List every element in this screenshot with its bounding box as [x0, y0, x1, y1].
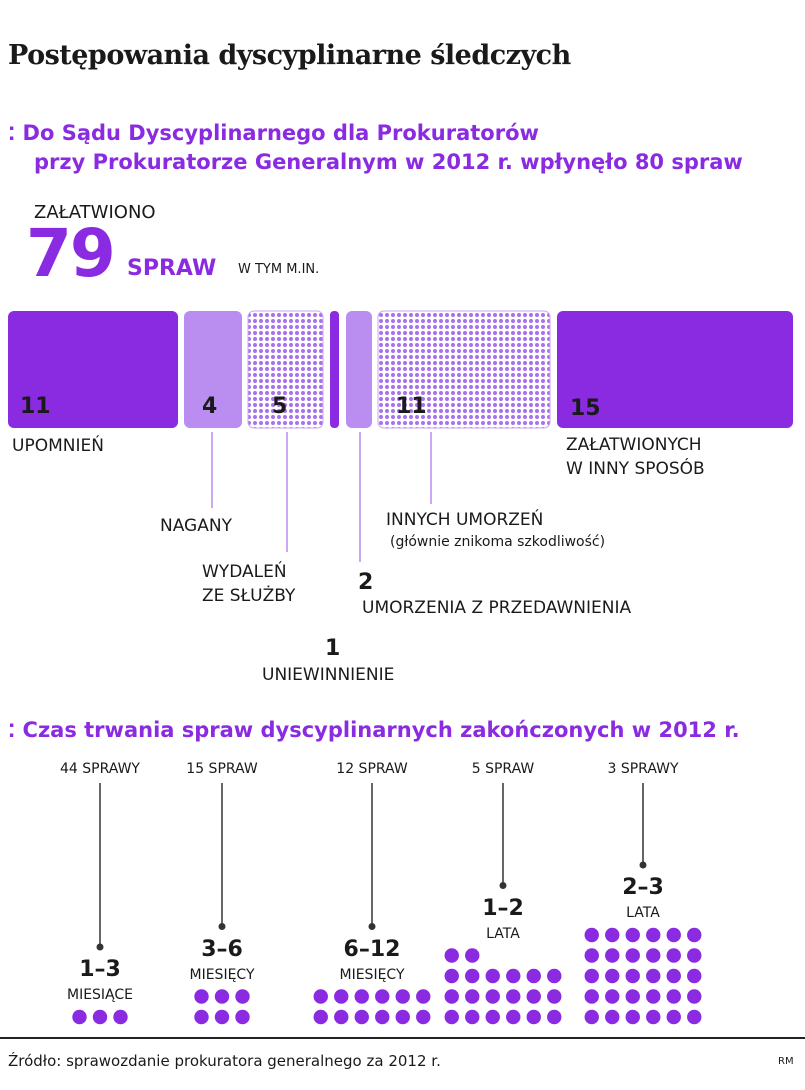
- duration-dot: [416, 1010, 430, 1024]
- category-note: (głównie znikoma szkodliwość): [390, 534, 606, 550]
- duration-dot: [72, 1010, 86, 1024]
- duration-dot: [667, 969, 681, 983]
- duration-unit: LATA: [626, 905, 660, 921]
- duration-dot: [93, 1010, 107, 1024]
- category-label: UMORZENIA Z PRZEDAWNIENIA: [362, 598, 632, 618]
- category-label: NAGANY: [160, 516, 232, 536]
- duration-dot: [687, 1010, 701, 1024]
- page-title: Postępowania dyscyplinarne śledczych: [8, 40, 571, 71]
- duration-dot: [585, 989, 599, 1003]
- duration-dot: [626, 1010, 640, 1024]
- leader-end-dot: [97, 944, 104, 951]
- duration-dot: [667, 928, 681, 942]
- duration-dot: [334, 1010, 348, 1024]
- duration-dot: [486, 969, 500, 983]
- duration-dot: [667, 1010, 681, 1024]
- duration-dot: [585, 948, 599, 962]
- duration-dot: [585, 1010, 599, 1024]
- duration-dot: [626, 928, 640, 942]
- duration-dot: [605, 989, 619, 1003]
- duration-dot: [113, 1010, 127, 1024]
- duration-dot: [527, 1010, 541, 1024]
- duration-dot: [527, 969, 541, 983]
- duration-dot: [687, 928, 701, 942]
- bar-value: 2: [358, 570, 374, 595]
- category-label: INNYCH UMORZEŃ: [386, 510, 544, 530]
- bar-value: 11: [20, 394, 51, 419]
- bar-value: 1: [325, 636, 341, 661]
- source-note: Źródło: sprawozdanie prokuratora generalnego za 2012 r.: [8, 1052, 441, 1070]
- duration-dot: [547, 989, 561, 1003]
- footer-divider: [0, 1037, 805, 1039]
- leader-end-dot: [219, 923, 226, 930]
- duration-dot: [626, 989, 640, 1003]
- duration-dot: [355, 1010, 369, 1024]
- duration-dot: [646, 928, 660, 942]
- duration-unit: MIESIĘCY: [189, 966, 255, 983]
- duration-dot: [194, 989, 208, 1003]
- duration-unit: LATA: [486, 925, 520, 942]
- duration-range: 2–3: [622, 875, 664, 900]
- duration-dot: [527, 989, 541, 1003]
- duration-dot: [506, 969, 520, 983]
- duration-range: 1–3: [79, 957, 121, 982]
- duration-count: 12 SPRAW: [336, 761, 408, 777]
- duration-dot: [416, 989, 430, 1003]
- section1-line1: Do Sądu Dyscyplinarnego dla Prokuratorów: [22, 121, 539, 145]
- duration-dot: [314, 989, 328, 1003]
- duration-count: 3 SPRAWY: [607, 761, 679, 777]
- duration-dot: [626, 969, 640, 983]
- duration-dot: [465, 1010, 479, 1024]
- category-label: ZE SŁUŻBY: [202, 586, 296, 606]
- bullet-icon: ⁚: [8, 720, 16, 742]
- duration-count: 44 SPRAWY: [60, 761, 140, 777]
- duration-dot: [375, 1010, 389, 1024]
- duration-dot: [547, 969, 561, 983]
- duration-dot: [355, 989, 369, 1003]
- duration-dot: [445, 969, 459, 983]
- leader-end-dot: [369, 923, 376, 930]
- duration-dot: [486, 1010, 500, 1024]
- duration-dot: [334, 989, 348, 1003]
- bar-value: 15: [570, 396, 601, 421]
- duration-dot: [396, 1010, 410, 1024]
- duration-dot: [314, 1010, 328, 1024]
- duration-dot: [646, 969, 660, 983]
- duration-count: 15 SPRAW: [186, 761, 258, 777]
- duration-unit: MIESIĘCY: [339, 966, 405, 983]
- duration-dot: [465, 989, 479, 1003]
- duration-dot: [605, 928, 619, 942]
- category-label: UPOMNIEŃ: [12, 436, 104, 456]
- duration-dot: [465, 948, 479, 962]
- duration-dot: [605, 969, 619, 983]
- duration-dot: [506, 1010, 520, 1024]
- duration-dot: [667, 948, 681, 962]
- duration-dot: [375, 989, 389, 1003]
- duration-range: 1–2: [482, 895, 524, 921]
- duration-range: 6–12: [343, 936, 401, 962]
- duration-dot: [215, 989, 229, 1003]
- duration-dot: [194, 1010, 208, 1024]
- category-label: WYDALEŃ: [202, 562, 287, 582]
- resolved-number: 79: [26, 215, 114, 292]
- bar-value: 4: [202, 394, 218, 419]
- resolved-label: ZAŁATWIONO: [34, 202, 156, 223]
- duration-dot: [547, 1010, 561, 1024]
- duration-dot: [687, 969, 701, 983]
- category-label: UNIEWINNIENIE: [262, 665, 395, 685]
- duration-dot: [585, 969, 599, 983]
- duration-dot: [646, 989, 660, 1003]
- duration-dot: [235, 1010, 249, 1024]
- category-label: ZAŁATWIONYCH: [566, 435, 702, 455]
- duration-dot: [506, 989, 520, 1003]
- category-label: W INNY SPOSÓB: [566, 459, 705, 479]
- duration-dot: [396, 989, 410, 1003]
- duration-dot: [605, 948, 619, 962]
- bar-value: 11: [396, 394, 427, 419]
- resolved-unit: SPRAW: [127, 256, 217, 281]
- duration-dot: [687, 948, 701, 962]
- bullet-icon: ⁚: [8, 123, 16, 145]
- leader-end-dot: [500, 882, 507, 889]
- duration-dot: [605, 1010, 619, 1024]
- including-label: W TYM M.IN.: [238, 262, 320, 277]
- leader-end-dot: [640, 862, 647, 869]
- duration-dot: [445, 1010, 459, 1024]
- duration-dot: [687, 989, 701, 1003]
- duration-dot: [585, 928, 599, 942]
- section1-line2: przy Prokuratorze Generalnym w 2012 r. wpłynęło 80 spraw: [34, 150, 743, 174]
- duration-range: 3–6: [201, 936, 243, 962]
- section2-line: Czas trwania spraw dyscyplinarnych zakończonych w 2012 r.: [22, 718, 740, 742]
- duration-unit: MIESIĄCE: [66, 987, 134, 1003]
- duration-dot: [646, 1010, 660, 1024]
- duration-dot: [235, 989, 249, 1003]
- duration-dot: [626, 948, 640, 962]
- duration-dot: [445, 948, 459, 962]
- duration-dot: [646, 948, 660, 962]
- bar-value: 5: [272, 394, 288, 419]
- duration-dot: [465, 969, 479, 983]
- duration-dot: [486, 989, 500, 1003]
- duration-count: 5 SPRAW: [471, 761, 535, 777]
- duration-dot: [445, 989, 459, 1003]
- duration-dot: [667, 989, 681, 1003]
- duration-dot: [215, 1010, 229, 1024]
- author-initials: RM: [778, 1056, 794, 1067]
